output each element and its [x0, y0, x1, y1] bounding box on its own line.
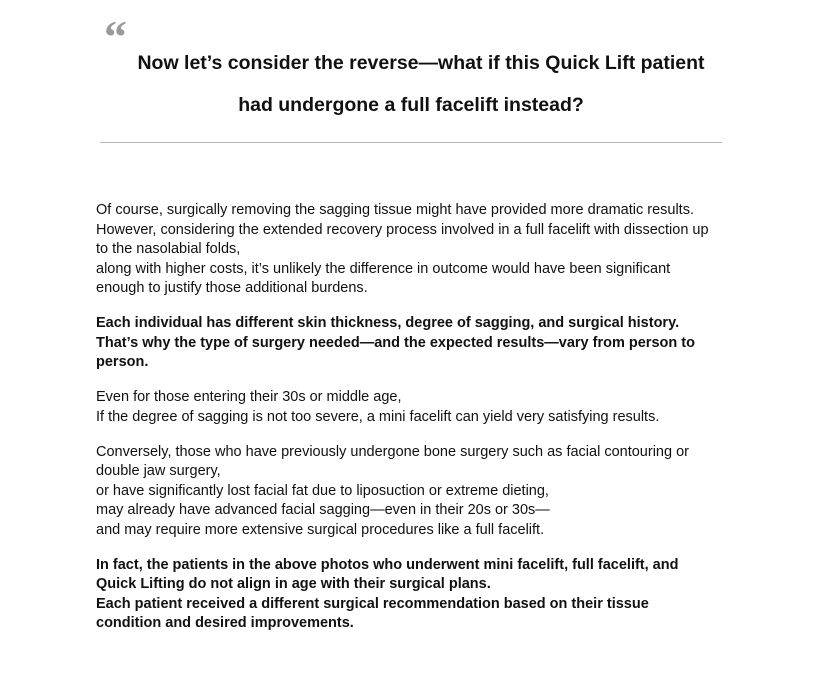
text-line: However, considering the extended recovery process involved in a full facelift with dissection up [96, 221, 709, 238]
quote-mark-icon: “ [104, 11, 127, 62]
paragraph-bone-surgery [96, 443, 736, 541]
divider [100, 142, 722, 143]
text-line: Each patient received a different surgical recommendation based on their tissue [96, 595, 649, 612]
text-line: to the nasolabial folds, [96, 241, 241, 257]
text-line: condition and desired improvements. [96, 615, 354, 631]
text-line: double jaw surgery, [96, 463, 221, 479]
text-line: person. [96, 354, 149, 370]
paragraph-recovery [96, 201, 736, 299]
text-line: In fact, the patients in the above photos who underwent mini facelift, full facelift, and [96, 556, 679, 573]
text-line: Each individual has different skin thickness, degree of sagging, and surgical history. [96, 315, 680, 331]
text-line: If the degree of sagging is not too severe, a mini facelift can yield very satisfying results. [96, 408, 660, 425]
text-line: Even for those entering their 30s or middle age, [96, 389, 402, 405]
text-line: may already have advanced facial sagging—even in their 20s or 30s— [96, 502, 550, 518]
pull-quote-headline [100, 42, 722, 126]
headline-line: Now let’s consider the reverse—what if this Quick Lift patient [137, 52, 705, 74]
paragraph-mini-facelift [96, 388, 736, 427]
text-line: Conversely, those who have previously undergone bone surgery such as facial contouring or [96, 443, 689, 460]
paragraph-patient-recommendation [96, 556, 736, 634]
text-line: along with higher costs, it’s unlikely the difference in outcome would have been significant [96, 260, 671, 277]
text-line: That’s why the type of surgery needed—and the expected results—vary from person to [96, 334, 695, 351]
article-body [96, 201, 736, 649]
text-line: or have significantly lost facial fat due to liposuction or extreme dieting, [96, 482, 549, 499]
text-line: enough to justify those additional burdens. [96, 280, 368, 296]
text-line: and may require more extensive surgical procedures like a full facelift. [96, 521, 545, 538]
paragraph-individual-differences [96, 314, 736, 373]
text-line: Quick Lifting do not align in age with their surgical plans. [96, 576, 491, 592]
text-line: Of course, surgically removing the sagging tissue might have provided more dramatic results. [96, 202, 694, 218]
headline-line: had undergone a full facelift instead? [238, 94, 584, 116]
